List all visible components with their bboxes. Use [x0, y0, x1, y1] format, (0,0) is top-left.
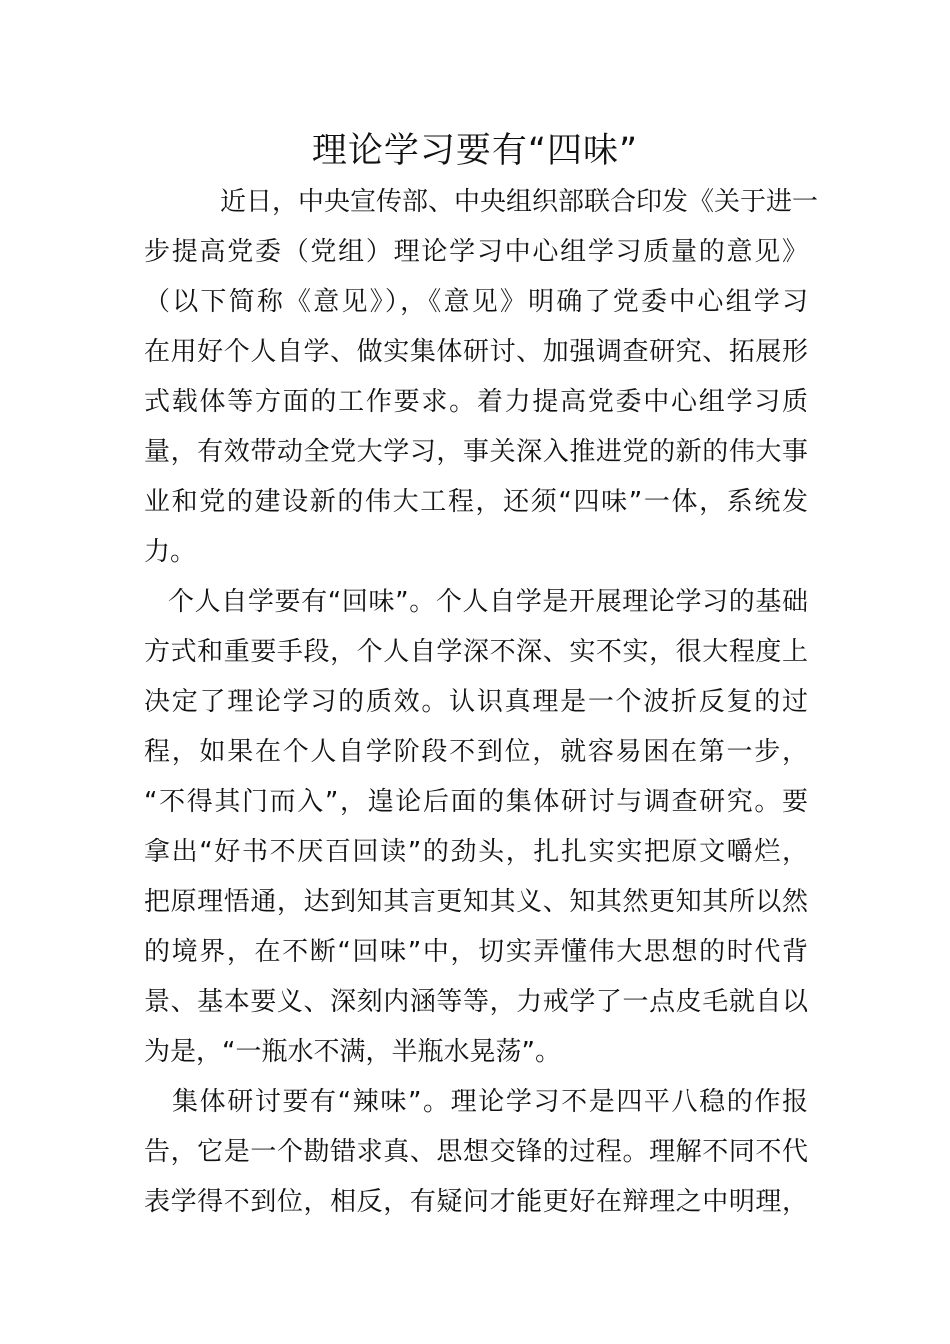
paragraph-1-line-6: 量，有效带动全党大学习，事关深入推进党的新的伟大事 [144, 437, 808, 467]
paragraph-2-line-4: 程，如果在个人自学阶段不到位，就容易困在第一步， [144, 737, 808, 767]
paragraph-2-line-1: 个人自学要有“回味”。个人自学是开展理论学习的基础 [168, 587, 808, 617]
paragraph-2-line-10: 为是，“一瓶水不满，半瓶水晃荡”。 [144, 1037, 561, 1067]
paragraph-3-line-2: 告，它是一个勘错求真、思想交锋的过程。理解不同不代 [144, 1137, 808, 1167]
document-body [144, 177, 819, 1227]
paragraph-1-line-5: 式载体等方面的工作要求。着力提高党委中心组学习质 [144, 387, 808, 417]
paragraph-1-line-3: （以下简称《意见》），《意见》明确了党委中心组学习 [144, 287, 808, 317]
paragraph-2-line-3: 决定了理论学习的质效。认识真理是一个波折反复的过 [144, 687, 808, 717]
paragraph-2-line-8: 的境界，在不断“回味”中，切实弄懂伟大思想的时代背 [144, 937, 808, 967]
document-title: 理论学习要有“四味” [311, 131, 639, 171]
paragraph-1-line-2: 步提高党委（党组）理论学习中心组学习质量的意见》 [144, 237, 808, 267]
paragraph-1-line-7: 业和党的建设新的伟大工程，还须“四味”一体，系统发 [144, 487, 808, 517]
paragraph-2-line-7: 把原理悟通，达到知其言更知其义、知其然更知其所以然 [144, 887, 808, 917]
paragraph-1-line-8: 力。 [144, 537, 197, 567]
paragraph-1-line-4: 在用好个人自学、做实集体研讨、加强调查研究、拓展形 [144, 337, 808, 367]
paragraph-2-line-6: 拿出“好书不厌百回读”的劲头，扎扎实实把原文嚼烂， [144, 837, 808, 867]
paragraph-2-line-2: 方式和重要手段，个人自学深不深、实不实，很大程度上 [144, 637, 808, 667]
paragraph-2-line-5: “不得其门而入”，遑论后面的集体研讨与调查研究。要 [144, 787, 808, 817]
paragraph-1-line-1: 近日，中央宣传部、中央组织部联合印发《关于进一 [220, 187, 819, 217]
paragraph-3-line-3: 表学得不到位，相反，有疑问才能更好在辩理之中明理， [144, 1187, 808, 1217]
paragraph-3-line-1: 集体研讨要有“辣味”。理论学习不是四平八稳的作报 [172, 1087, 808, 1117]
paragraph-2-line-9: 景、基本要义、深刻内涵等等，力戒学了一点皮毛就自以 [144, 987, 808, 1017]
